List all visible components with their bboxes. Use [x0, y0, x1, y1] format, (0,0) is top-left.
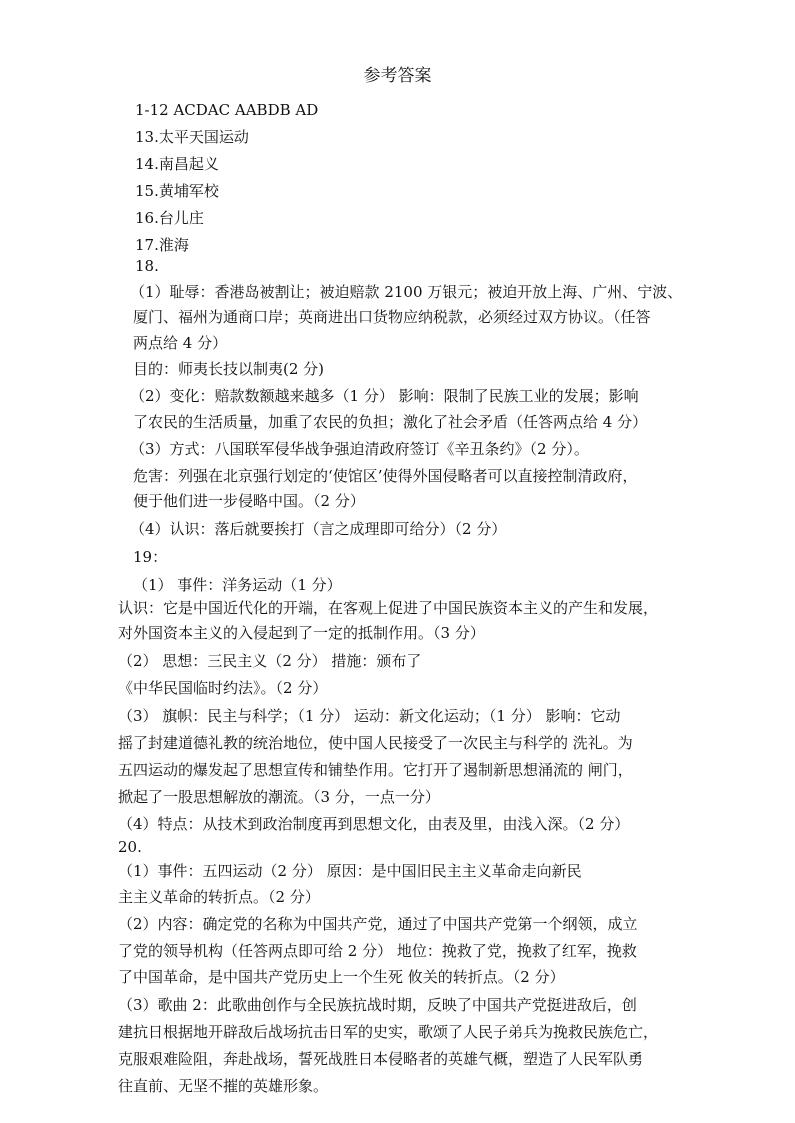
q18-part1-line1: （1）耻辱：香港岛被割让；被迫赔款 2100 万银元；被迫开放上海、广州、宁波、	[130, 283, 683, 301]
q19-part3-line2: 摇了封建道德礼教的统治地位，使中国人民接受了一次民主与科学的 洗礼。为	[118, 734, 633, 752]
q19-part1-insight-2: 对外国资本主义的入侵起到了一定的抵制作用。（3 分）	[118, 624, 485, 642]
q20-part2-line2: 了党的领导机构（任答两点即可给 2 分） 地位：挽救了党，挽救了红军，挽救	[118, 942, 637, 960]
q18-part3-line1: （3）方式：八国联军侵华战争强迫清政府签订《辛丑条约》（2 分）。	[130, 440, 589, 458]
q20-part1-line2: 主主义革命的转折点。（2 分）	[118, 888, 320, 906]
q20-part2-line3: 了中国革命，是中国共产党历史上一个生死 攸关的转折点。（2 分）	[118, 968, 565, 986]
q19-part2-line1: （2） 思想：三民主义（2 分） 措施：颁布了	[118, 652, 422, 670]
question-19-heading: 19：	[133, 548, 168, 566]
question-20-heading: 20.	[118, 838, 142, 856]
q18-part1-line2: 厦门、福州为通商口岸；英商进出口货物应纳税款，必须经过双方协议。（任答	[133, 308, 651, 326]
q18-part3-harm-2: 便于他们进一步侵略中国。（2 分）	[133, 492, 365, 510]
page-title: 参考答案	[363, 66, 432, 86]
answer-line-15: 15.黄埔军校	[135, 182, 219, 200]
q18-part1-line3: 两点给 4 分）	[133, 334, 228, 352]
q19-part3-line3: 五四运动的爆发起了思想宣传和铺垫作用。它打开了遏制新思想涌流的 闸门，	[118, 761, 633, 779]
q19-part3-line4: 掀起了一股思想解放的潮流。（3 分，一点一分）	[118, 788, 440, 806]
q19-part1: （1） 事件：洋务运动（1 分）	[133, 576, 342, 594]
q19-part2-line2: 《中华民国临时约法》。（2 分）	[118, 679, 328, 697]
q19-part4: （4）特点：从技术到政治制度再到思想文化，由表及里，由浅入深。（2 分）	[118, 815, 630, 833]
q18-part2-line2: 了农民的生活质量，加重了农民的负担；激化了社会矛盾（任答两点给 4 分）	[133, 413, 648, 431]
q19-part1-insight-1: 认识：它是中国近代化的开端，在客观上促进了中国民族资本主义的产生和发展，	[118, 599, 659, 617]
answer-line-17: 17.淮海	[135, 236, 189, 254]
answer-line-mc: 1-12 ACDAC AABDB AD	[135, 101, 319, 119]
q19-part3-line1: （3） 旗帜：民主与科学；（1 分） 运动：新文化运动；（1 分） 影响：它动	[118, 707, 621, 725]
answer-line-13: 13.太平天国运动	[135, 128, 249, 146]
q18-part4: （4）认识：落后就要挨打（言之成理即可给分）（2 分）	[130, 520, 507, 538]
q20-part3-line3: 克服艰难险阻，奔赴战场，誓死战胜日本侵略者的英雄气概，塑造了人民军队勇	[118, 1050, 644, 1068]
answer-line-14: 14.南昌起义	[135, 155, 219, 173]
q18-part3-harm: 危害：列强在北京强行划定的‘使馆区’使得外国侵略者可以直接控制清政府，	[133, 467, 638, 485]
question-18-heading: 18.	[135, 257, 159, 275]
q18-part2-line1: （2）变化：赔款数额越来越多（1 分） 影响：限制了民族工业的发展；影响	[130, 387, 639, 405]
q20-part3-line4: 往直前、无坚不摧的英雄形象。	[118, 1077, 329, 1095]
q20-part1-line1: （1）事件：五四运动（2 分） 原因：是中国旧民主主义革命走向新民	[118, 862, 582, 880]
q20-part2-line1: （2）内容：确定党的名称为中国共产党，通过了中国共产党第一个纲领，成立	[118, 915, 638, 933]
q20-part3-line1: （3）歌曲 2：此歌曲创作与全民族抗战时期，反映了中国共产党挺进敌后，创	[118, 996, 637, 1014]
answer-line-16: 16.台儿庄	[135, 209, 204, 227]
q20-part3-line2: 建抗日根据地开辟敌后战场抗击日军的史实，歌颂了人民子弟兵为挽救民族危亡，	[118, 1023, 659, 1041]
q18-purpose: 目的：师夷长技以制夷(2 分)	[133, 360, 325, 378]
